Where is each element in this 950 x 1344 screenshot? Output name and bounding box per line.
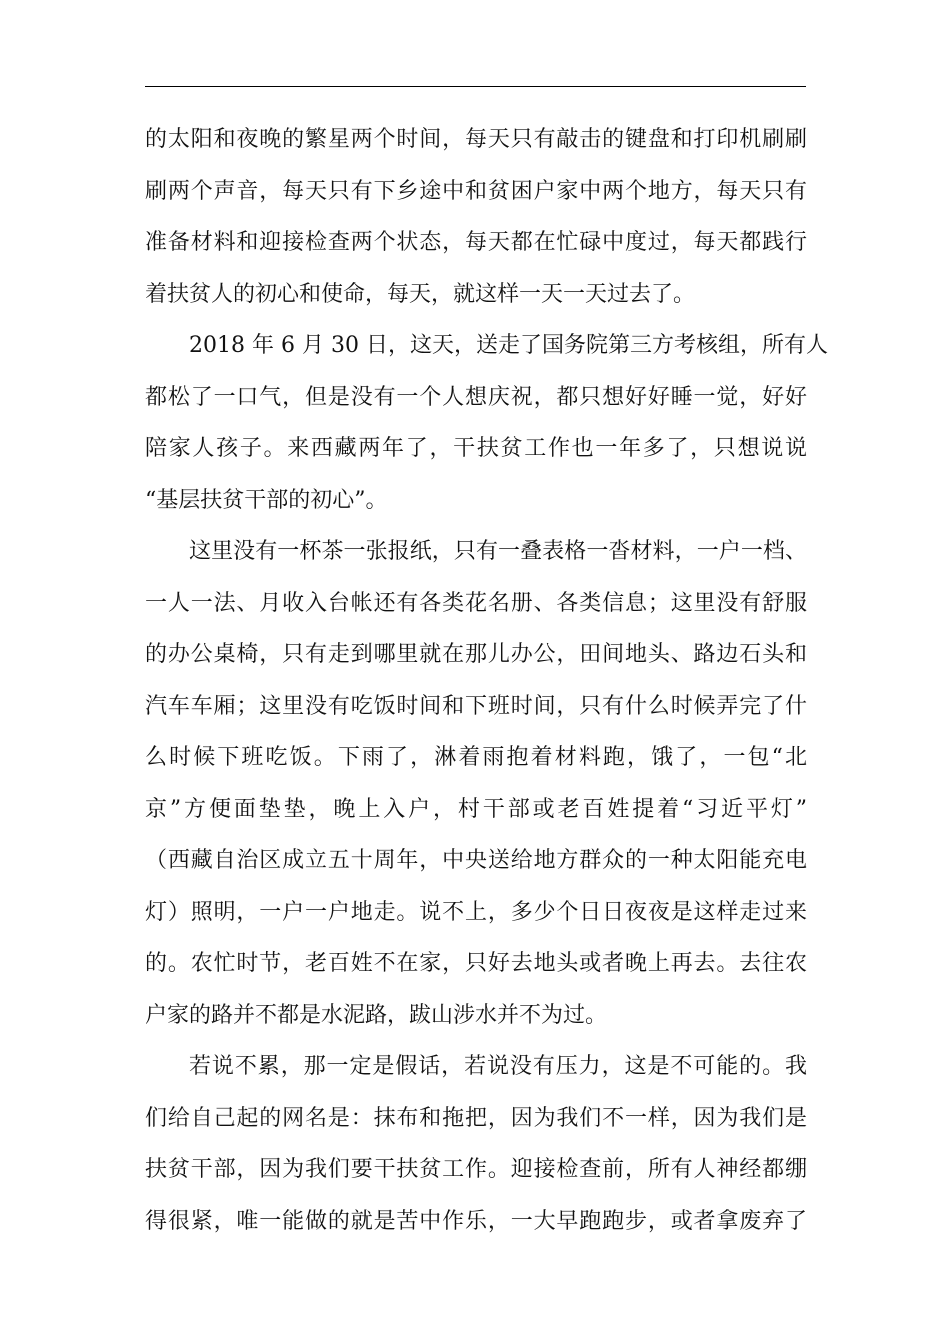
text-line: 户家的路并不都是水泥路，跋山涉水并不为过。 — [145, 1002, 608, 1028]
text-line: 若说不累，那一定是假话，若说没有压力，这是不可能的。我 — [189, 1054, 807, 1079]
text-line: 京”方便面垫垫，晚上入户，村干部或老百姓提着“习近平灯” — [145, 796, 807, 822]
text-line: 陪家人孩子。来西藏两年了，干扶贫工作也一年多了，只想说说 — [145, 436, 807, 461]
text-line: 2018 年 6 月 30 日，这天，送走了国务院第三方考核组，所有人 — [189, 333, 828, 358]
paragraph — [145, 1041, 807, 1247]
text-line: 这里没有一杯茶一张报纸，只有一叠表格一沓材料，一户一档、 — [189, 539, 807, 564]
text-line: 们给自己起的网名是：抹布和拖把，因为我们不一样，因为我们是 — [145, 1105, 807, 1131]
text-line: 准备材料和迎接检查两个状态，每天都在忙碌中度过，每天都践行 — [145, 230, 807, 255]
text-line: 一人一法、月收入台帐还有各类花名册、各类信息；这里没有舒服 — [145, 590, 807, 616]
text-line: （西藏自治区成立五十周年，中央送给地方群众的一种太阳能充电 — [145, 848, 807, 873]
header-rule — [145, 86, 806, 87]
paragraph — [145, 320, 828, 526]
text-line: 的。农忙时节，老百姓不在家，只好去地头或者晚上再去。去往农 — [145, 951, 807, 976]
text-line: 么时候下班吃饭。下雨了，淋着雨抱着材料跑，饿了，一包“北 — [145, 745, 807, 770]
text-line: 的办公桌椅，只有走到哪里就在那儿办公，田间地头、路边石头和 — [145, 642, 807, 667]
text-line: “基层扶贫干部的初心”。 — [145, 487, 388, 513]
text-line: 的太阳和夜晚的繁星两个时间，每天只有敲击的键盘和打印机刷刷 — [145, 127, 807, 152]
body-text — [145, 114, 828, 1247]
text-line: 着扶贫人的初心和使命，每天，就这样一天一天过去了。 — [145, 281, 696, 307]
text-line: 灯）照明，一户一户地走。说不上，多少个日日夜夜是这样走过来 — [145, 899, 807, 925]
text-line: 都松了一口气，但是没有一个人想庆祝，都只想好好睡一觉，好好 — [145, 384, 807, 410]
text-line: 刷两个声音，每天只有下乡途中和贫困户家中两个地方，每天只有 — [145, 178, 807, 204]
paragraph — [145, 526, 807, 1041]
text-line: 得很紧，唯一能做的就是苦中作乐，一大早跑跑步，或者拿废弃了 — [145, 1208, 807, 1234]
text-line: 汽车车厢；这里没有吃饭时间和下班时间，只有什么时候弄完了什 — [145, 693, 807, 719]
text-line: 扶贫干部，因为我们要干扶贫工作。迎接检查前，所有人神经都绷 — [145, 1157, 807, 1182]
paragraph — [145, 114, 807, 320]
